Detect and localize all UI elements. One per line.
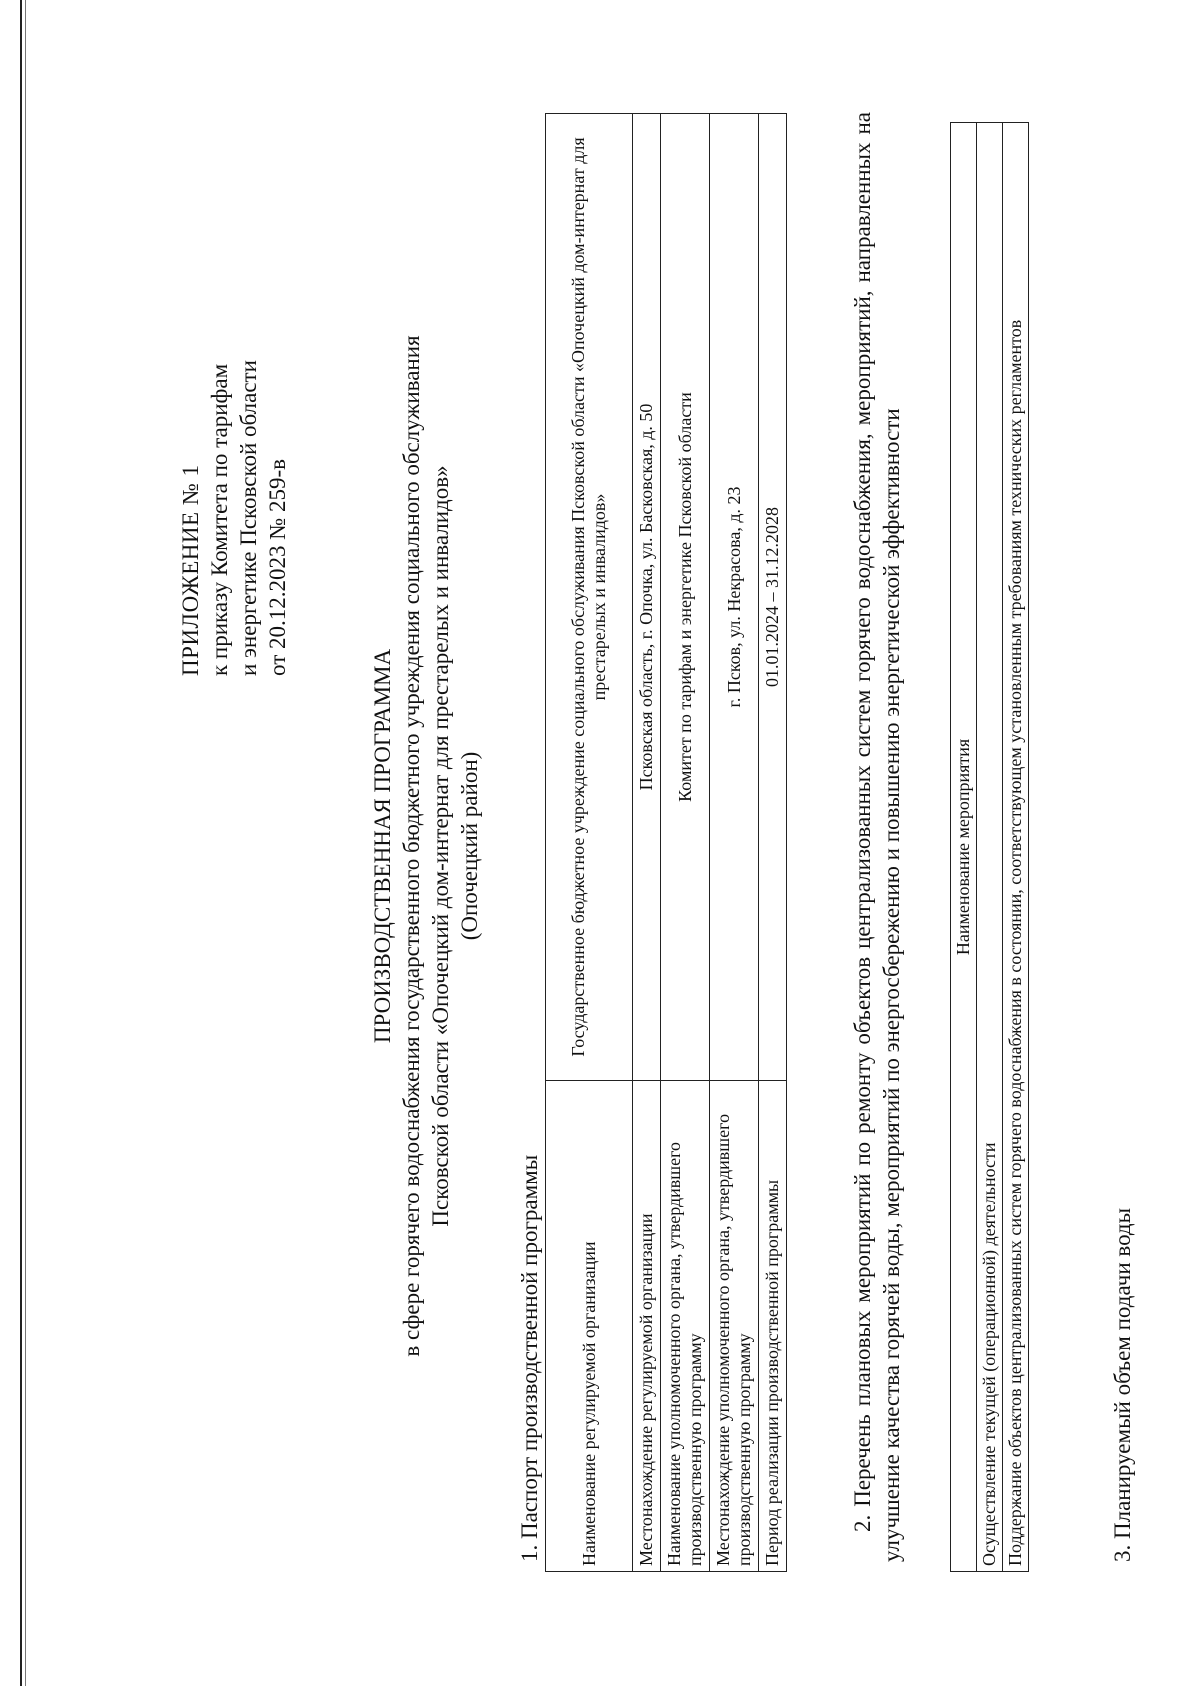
passport-value: Комитет по тарифам и энергетике Псковской области <box>661 114 710 1081</box>
events-cell: Поддержание объектов централизованных систем горячего водоснабжения в состоянии, соответствующем установленным требованиям технических регламентов <box>1003 123 1029 1572</box>
events-cell: Осуществление текущей (операционной) деятельности <box>977 123 1003 1572</box>
appendix-block <box>176 276 292 676</box>
appendix-line-2: и энергетике Псковской области <box>236 360 261 676</box>
appendix-line-1: к приказу Комитета по тарифам <box>207 363 232 676</box>
passport-row <box>546 114 633 1572</box>
passport-key: Период реализации производственной программы <box>759 1081 787 1572</box>
passport-value: Государственное бюджетное учреждение социального обслуживания Псковской области «Опочецкий дом-интернат для престарелых и инвалидов» <box>546 114 633 1081</box>
section-3-heading: 3. Планируемый объем подачи воды <box>1110 1207 1135 1562</box>
appendix-line-3: от 20.12.2023 № 259-в <box>265 459 290 676</box>
passport-value: Псковская область, г. Опочка, ул. Басковская, д. 50 <box>633 114 661 1081</box>
events-header-row <box>951 123 977 1572</box>
events-header-cell: Наименование мероприятия <box>951 123 977 1572</box>
program-title: ПРОИЗВОДСТВЕННАЯ ПРОГРАММА <box>370 648 395 1044</box>
passport-key: Местонахождение регулируемой организации <box>633 1081 661 1572</box>
section-1-heading: 1. Паспорт производственной программы <box>517 1154 542 1562</box>
program-title-block <box>368 306 484 1386</box>
passport-key: Местонахождение уполномоченного органа, утвердившего производственную программу <box>710 1081 759 1572</box>
section-2-paragraph: 2. Перечень плановых мероприятий по ремонту объектов централизованных систем горячего водоснабжения, мероприятий, направленных на улучшение качества горячей воды, мероприятий по энергосбережению и повышению энергетической эффективности <box>850 112 904 1562</box>
passport-table <box>545 113 787 1572</box>
passport-row <box>710 114 759 1572</box>
passport-key: Наименование регулируемой организации <box>546 1081 633 1572</box>
passport-row <box>661 114 710 1572</box>
passport-value: г. Псков, ул. Некрасова, д. 23 <box>710 114 759 1081</box>
passport-value: 01.01.2024 – 31.12.2028 <box>759 114 787 1081</box>
events-table <box>950 122 1029 1572</box>
passport-key: Наименование уполномоченного органа, утвердившего производственную программу <box>661 1081 710 1572</box>
passport-row <box>759 114 787 1572</box>
appendix-heading: ПРИЛОЖЕНИЕ № 1 <box>178 464 203 676</box>
events-row <box>1003 123 1029 1572</box>
passport-row <box>633 114 661 1572</box>
events-row <box>977 123 1003 1572</box>
program-subtitle-line-3: (Опочецкий район) <box>457 751 482 941</box>
program-subtitle-line-2: Псковской области «Опочецкий дом-интернат для престарелых и инвалидов» <box>428 465 453 1227</box>
program-subtitle-line-1: в сфере горячего водоснабжения государственного бюджетного учреждения социального обслуживания <box>399 335 424 1357</box>
